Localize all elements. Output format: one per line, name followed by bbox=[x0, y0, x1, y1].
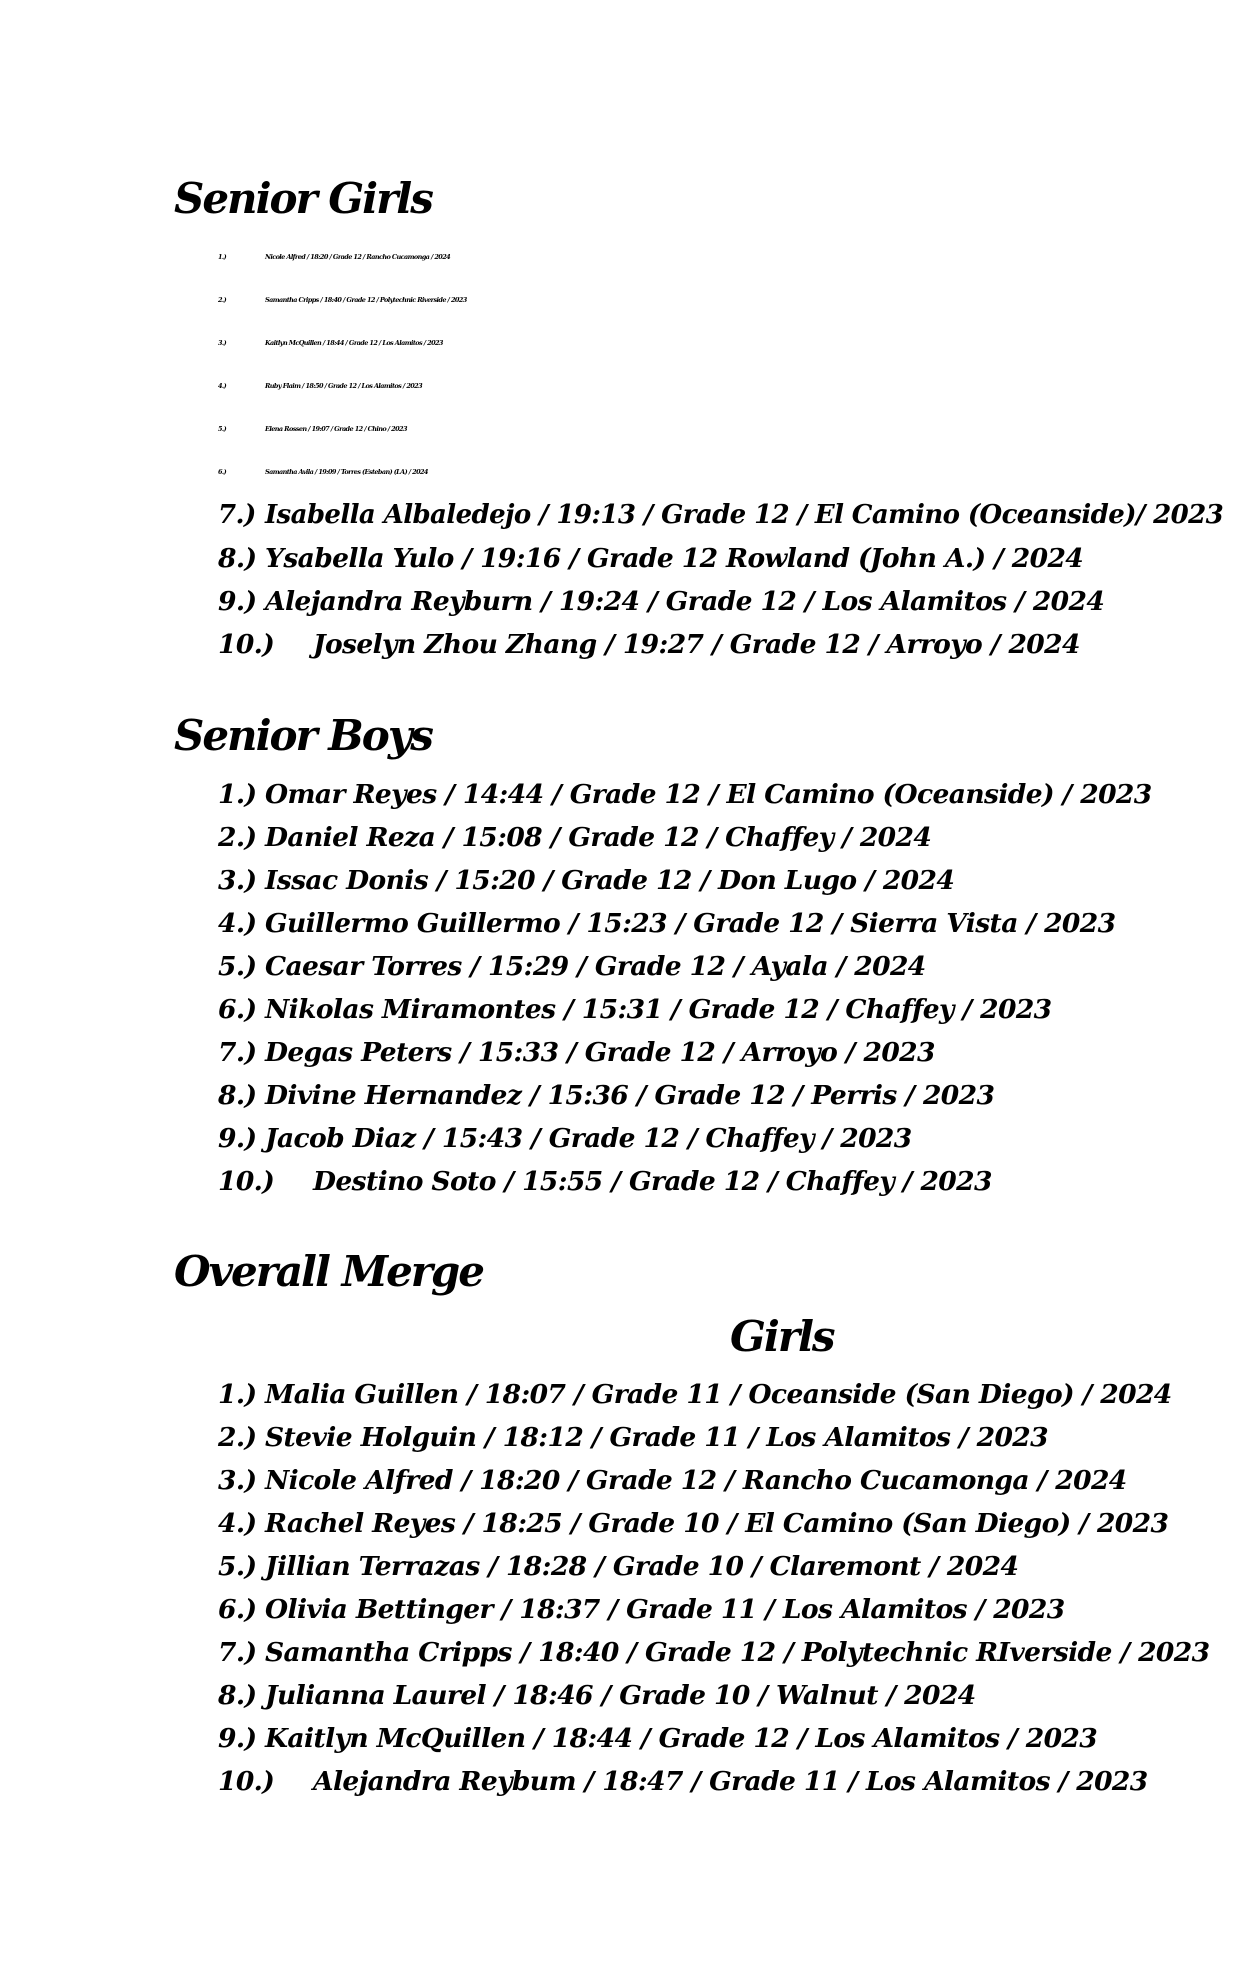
rank-number: 9.) bbox=[218, 1723, 257, 1754]
entry-text: Ruby Flaim / 18:50 / Grade 12 / Los Alamitos / 2023 bbox=[265, 382, 423, 390]
rank-number: 2.) bbox=[218, 822, 257, 853]
list-item bbox=[218, 1631, 1209, 1674]
rank-number: 7.) bbox=[218, 1037, 257, 1068]
rank-number: 5.) bbox=[218, 1551, 257, 1582]
entry-text: Samantha Cripps / 18:40 / Grade 12 / Polytechnic Riverside / 2023 bbox=[265, 296, 467, 304]
rank-number: 10.) bbox=[218, 629, 275, 660]
entry-text: Jillian Terrazas / 18:28 / Grade 10 / Claremont / 2024 bbox=[265, 1551, 1019, 1582]
section-title-senior-boys: Senior Boys bbox=[174, 711, 432, 760]
rank-number: 8.) bbox=[218, 1080, 257, 1111]
entry-text: Kaitlyn McQuillen / 18:44 / Grade 12 / Los Alamitos / 2023 bbox=[265, 1723, 1098, 1754]
rank-number: 4.) bbox=[218, 908, 257, 939]
entry-text: Samantha Avila / 19:09 / Torres (Esteban) (LA) / 2024 bbox=[265, 468, 428, 476]
rank-number: 3.) bbox=[218, 865, 257, 896]
entry-text: Joselyn Zhou Zhang / 19:27 / Grade 12 / Arroyo / 2024 bbox=[313, 629, 1080, 660]
rank-number: 8.) bbox=[218, 1680, 257, 1711]
entry-text: Nicole Alfred / 18:20 / Grade 12 / Rancho Cucamonga / 2024 bbox=[265, 253, 451, 261]
list-item bbox=[218, 859, 1152, 902]
rank-number: 1.) bbox=[218, 1379, 257, 1410]
list-item bbox=[218, 537, 1223, 580]
rank-number: 9.) bbox=[218, 586, 257, 617]
senior-girls-list bbox=[218, 236, 1223, 666]
section-title-senior-girls: Senior Girls bbox=[174, 174, 432, 223]
list-item bbox=[218, 773, 1152, 816]
rank-number: 5.) bbox=[218, 425, 227, 433]
list-item bbox=[218, 494, 1223, 537]
list-item bbox=[218, 451, 1223, 494]
list-item bbox=[218, 1160, 1152, 1203]
list-item bbox=[218, 1760, 1209, 1803]
senior-boys-list bbox=[218, 773, 1152, 1203]
entry-text: Divine Hernandez / 15:36 / Grade 12 / Perris / 2023 bbox=[265, 1080, 995, 1111]
rank-number: 7.) bbox=[218, 500, 256, 530]
list-item bbox=[218, 580, 1223, 623]
entry-text: Samantha Cripps / 18:40 / Grade 12 / Polytechnic RIverside / 2023 bbox=[265, 1637, 1210, 1668]
rank-number: 6.) bbox=[218, 994, 257, 1025]
rank-number: 3.) bbox=[218, 1465, 257, 1496]
list-item bbox=[218, 1459, 1209, 1502]
section-subtitle-girls: Girls bbox=[730, 1312, 834, 1361]
list-item bbox=[218, 365, 1223, 408]
list-item bbox=[218, 816, 1152, 859]
entry-text: Rachel Reyes / 18:25 / Grade 10 / El Camino (San Diego) / 2023 bbox=[265, 1508, 1169, 1539]
list-item bbox=[218, 322, 1223, 365]
list-item bbox=[218, 1117, 1152, 1160]
list-item bbox=[218, 408, 1223, 451]
entry-text: Daniel Reza / 15:08 / Grade 12 / Chaffey / 2024 bbox=[265, 822, 932, 853]
rank-number: 10.) bbox=[218, 1166, 275, 1197]
entry-text: Elena Rossen / 19:07 / Grade 12 / Chino / 2023 bbox=[265, 425, 407, 433]
rank-number: 10.) bbox=[218, 1766, 275, 1797]
entry-text: Malia Guillen / 18:07 / Grade 11 / Oceanside (San Diego) / 2024 bbox=[265, 1379, 1172, 1410]
entry-text: Alejandra Reybum / 18:47 / Grade 11 / Los Alamitos / 2023 bbox=[313, 1766, 1148, 1797]
list-item bbox=[218, 902, 1152, 945]
rank-number: 2.) bbox=[218, 296, 227, 304]
entry-text: Julianna Laurel / 18:46 / Grade 10 / Walnut / 2024 bbox=[265, 1680, 976, 1711]
rank-number: 3.) bbox=[218, 339, 227, 347]
list-item bbox=[218, 1545, 1209, 1588]
rank-number: 4.) bbox=[218, 382, 227, 390]
entry-text: Issac Donis / 15:20 / Grade 12 / Don Lugo / 2024 bbox=[265, 865, 955, 896]
rank-number: 7.) bbox=[218, 1637, 257, 1668]
list-item bbox=[218, 1588, 1209, 1631]
rank-number: 8.) bbox=[218, 543, 257, 574]
entry-text: Alejandra Reyburn / 19:24 / Grade 12 / Los Alamitos / 2024 bbox=[265, 586, 1105, 617]
entry-text: Isabella Albaledejo / 19:13 / Grade 12 / El Camino (Oceanside)/ 2023 bbox=[265, 500, 1224, 530]
list-item bbox=[218, 623, 1223, 666]
list-item bbox=[218, 236, 1223, 279]
entry-text: Caesar Torres / 15:29 / Grade 12 / Ayala / 2024 bbox=[265, 951, 926, 982]
list-item bbox=[218, 1416, 1209, 1459]
rank-number: 5.) bbox=[218, 951, 257, 982]
rank-number: 6.) bbox=[218, 468, 227, 476]
entry-text: Nikolas Miramontes / 15:31 / Grade 12 / Chaffey / 2023 bbox=[265, 994, 1052, 1025]
rank-number: 9.) bbox=[218, 1123, 257, 1154]
entry-text: Nicole Alfred / 18:20 / Grade 12 / Rancho Cucamonga / 2024 bbox=[265, 1465, 1127, 1496]
rank-number: 2.) bbox=[218, 1422, 257, 1453]
rank-number: 1.) bbox=[218, 779, 257, 810]
entry-text: Kaitlyn McQuillen / 18:44 / Grade 12 / Los Alamitos / 2023 bbox=[265, 339, 443, 347]
section-title-overall-merge: Overall Merge bbox=[174, 1247, 484, 1296]
list-item bbox=[218, 1674, 1209, 1717]
rank-number: 4.) bbox=[218, 1508, 257, 1539]
entry-text: Olivia Bettinger / 18:37 / Grade 11 / Los Alamitos / 2023 bbox=[265, 1594, 1065, 1625]
rank-number: 1.) bbox=[218, 253, 227, 261]
entry-text: Stevie Holguin / 18:12 / Grade 11 / Los Alamitos / 2023 bbox=[265, 1422, 1048, 1453]
rank-number: 6.) bbox=[218, 1594, 257, 1625]
list-item bbox=[218, 279, 1223, 322]
entry-text: Ysabella Yulo / 19:16 / Grade 12 Rowland (John A.) / 2024 bbox=[265, 543, 1084, 574]
list-item bbox=[218, 945, 1152, 988]
list-item bbox=[218, 1031, 1152, 1074]
list-item bbox=[218, 1373, 1209, 1416]
list-item bbox=[218, 1502, 1209, 1545]
overall-merge-girls-list bbox=[218, 1373, 1209, 1803]
list-item bbox=[218, 988, 1152, 1031]
entry-text: Guillermo Guillermo / 15:23 / Grade 12 / Sierra Vista / 2023 bbox=[265, 908, 1116, 939]
list-item bbox=[218, 1717, 1209, 1760]
list-item bbox=[218, 1074, 1152, 1117]
entry-text: Jacob Diaz / 15:43 / Grade 12 / Chaffey / 2023 bbox=[265, 1123, 912, 1154]
entry-text: Degas Peters / 15:33 / Grade 12 / Arroyo / 2023 bbox=[265, 1037, 935, 1068]
entry-text: Destino Soto / 15:55 / Grade 12 / Chaffey / 2023 bbox=[313, 1166, 992, 1197]
entry-text: Omar Reyes / 14:44 / Grade 12 / El Camino (Oceanside) / 2023 bbox=[265, 779, 1152, 810]
